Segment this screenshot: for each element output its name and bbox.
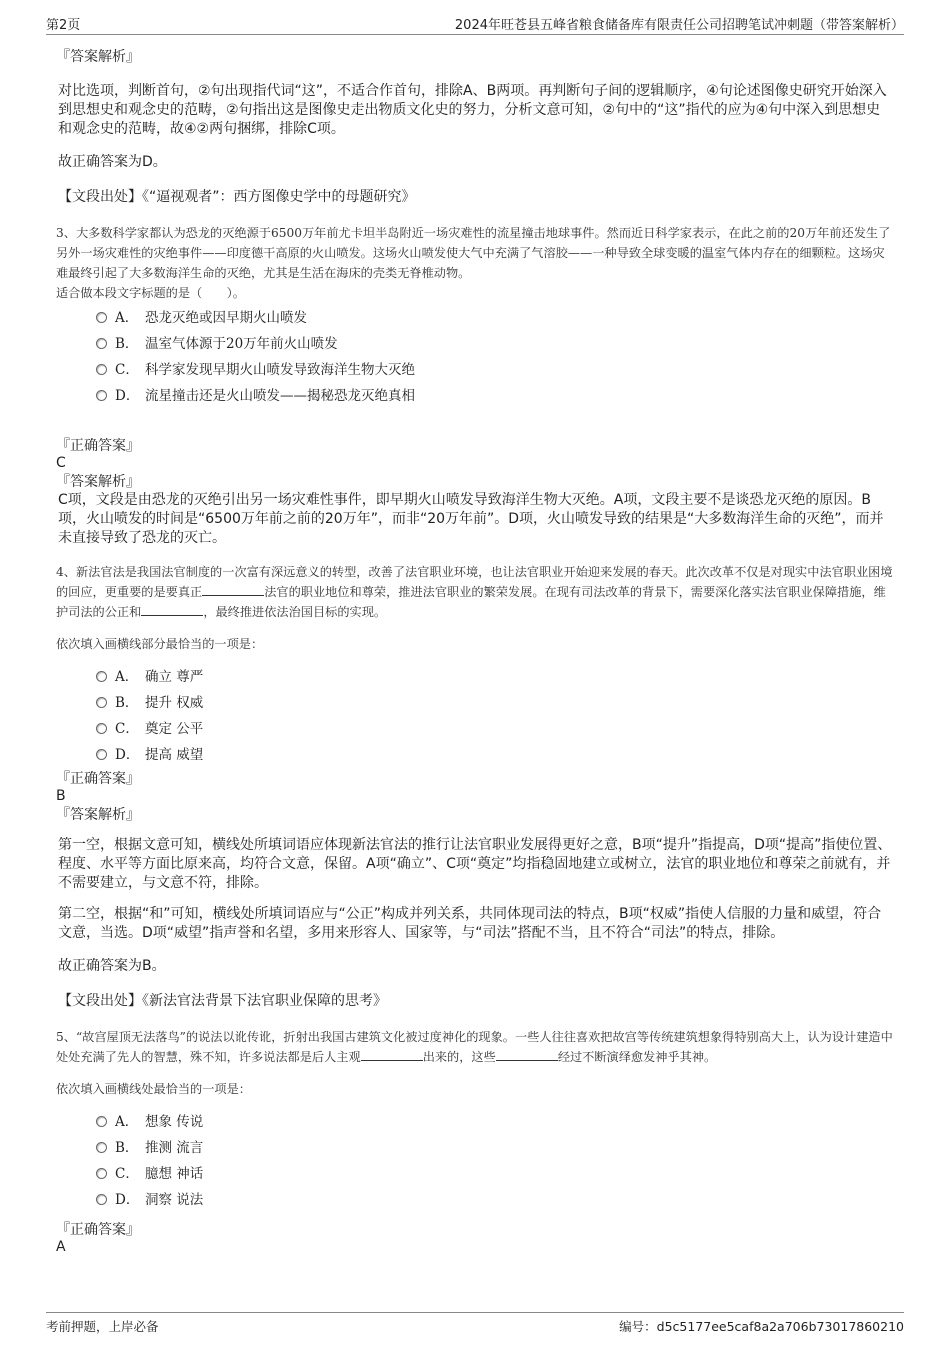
option-list [56, 1109, 894, 1213]
conclusion-text: 故正确答案为B。 [58, 958, 166, 974]
option-b[interactable]: B． 推测 流言 [96, 1135, 894, 1161]
question-prompt: 依次填入画横线处最恰当的一项是： [56, 1082, 251, 1096]
page-footer [46, 1312, 904, 1335]
analysis-text: C项，文段是由恐龙的灭绝引出另一场灾难性事件，即早期火山喷发导致海洋生物大灭绝。A项，文段主要不是谈恐龙灭绝的原因。B项，火山喷发的时间是“6500万年前之前的20万年”，而非“20万年前”。D项，火山喷发导致的结果是“大多数海洋生命的灭绝”，而并未直接导致了恐龙的灭亡。 [58, 492, 884, 546]
answer-label: 『正确答案』 [56, 1222, 140, 1238]
question-3 [56, 223, 894, 548]
option-a[interactable]: A． 确立 尊严 [96, 664, 894, 690]
question-stem: 3、大多数科学家都认为恐龙的灭绝源于6500万年前尤卡坦半岛附近一场灾难性的流星撞击地球事件。然而近日科学家表示，在此之前的20万年前还发生了另外一场灾难性的灾绝事件——印度德干高原的火山喷发。这场火山喷发使大气中充满了气溶胶——一种导致全球变暖的温室气体内存在的细颗粒。这场灾难最终引起了大多数海洋生命的灭绝，尤其是生活在海床的壳类无脊椎动物。 [56, 226, 891, 280]
radio-icon[interactable] [96, 364, 107, 375]
radio-icon[interactable] [96, 390, 107, 401]
analysis-text: 第一空，根据文意可知，横线处所填词语应体现新法官法的推行让法官职业发展得更好之意，B项“提升”指提高，D项“提高”指使位置、程度、水平等方面比原来高，均符合文意，保留。A项“确立”、C项“奠定”均指稳固地建立或树立，法官的职业地位和尊荣之前就有，并不需要建立，与文意不符，排除。 [58, 837, 892, 891]
source-text: 【文段出处】《新法官法背景下法官职业保障的思考》 [58, 993, 387, 1009]
option-d[interactable]: D． 提高 威望 [96, 742, 894, 768]
question-4 [56, 562, 894, 1011]
answer-value: B [56, 788, 66, 804]
option-d[interactable]: D． 洞察 说法 [96, 1187, 894, 1213]
answer-label: 『正确答案』 [56, 771, 140, 787]
radio-icon[interactable] [96, 723, 107, 734]
radio-icon[interactable] [96, 1194, 107, 1205]
option-d[interactable]: D． 流星撞击还是火山喷发——揭秘恐龙灭绝真相 [96, 383, 894, 409]
document-title: 2024年旺苍县五峰省粮食储备库有限责任公司招聘笔试冲刺题（带答案解析） [454, 18, 904, 33]
footer-slogan: 考前押题，上岸必备 [46, 1319, 159, 1334]
question-prompt: 适合做本段文字标题的是（ ）。 [56, 286, 245, 300]
option-list [56, 305, 894, 409]
source-text: 【文段出处】《“逼视观者”：西方图像史学中的母题研究》 [58, 189, 416, 205]
answer-value: A [56, 1239, 66, 1255]
analysis-label: 『答案解析』 [56, 474, 140, 490]
radio-icon[interactable] [96, 1168, 107, 1179]
analysis-label: 『答案解析』 [56, 807, 140, 823]
question-prompt: 依次填入画横线部分最恰当的一项是： [56, 637, 264, 651]
radio-icon[interactable] [96, 697, 107, 708]
fill-blank [496, 1049, 558, 1061]
option-a[interactable]: A． 想象 传说 [96, 1109, 894, 1135]
fill-blank [202, 584, 264, 596]
option-b[interactable]: B． 温室气体源于20万年前火山喷发 [96, 331, 894, 357]
radio-icon[interactable] [96, 749, 107, 760]
answer-value: C [56, 455, 66, 471]
analysis-text: 对比选项，判断首句，②句出现指代词“这”，不适合作首句，排除A、B两项。再判断句子间的逻辑顺序，④句论述图像史研究开始深入到思想史和观念史的范畴，②句指出这是图像史走出物质文化史的努力，分析文意可知，②句中的“这”指代的应为④句中深入到思想史和观念史的范畴，故④②两句捆绑，排除C项。 [58, 83, 887, 137]
question-5 [56, 1027, 894, 1255]
option-b[interactable]: B． 提升 权威 [96, 690, 894, 716]
analysis-label: 『答案解析』 [56, 49, 140, 65]
option-c[interactable]: C． 臆想 神话 [96, 1161, 894, 1187]
question-stem: 4、新法官法是我国法官制度的一次富有深远意义的转型，改善了法官职业环境，也让法官职业开始迎来发展的春天。此次改革不仅是对现实中法官职业困境的回应，更重要的是要真正 法官的职业地位和尊荣，推进法官职业的繁荣发展。在现有司法改革的背景下，需要深化落实法官职业保障措施，维护司法的公正和 ，最终推进依法治国目标的实现。 [56, 565, 893, 619]
page-number: 第2页 [46, 18, 81, 33]
answer-label: 『正确答案』 [56, 438, 140, 454]
option-a[interactable]: A． 恐龙灭绝或因早期火山喷发 [96, 305, 894, 331]
analysis-text: 第二空，根据“和”可知，横线处所填词语应与“公正”构成并列关系，共同体现司法的特点，B项“权威”指使人信服的力量和威望，符合文意，当选。D项“威望”指声誉和名望，多用来形容人、国家等，与“司法”搭配不当，且不符合“司法”的特点，排除。 [58, 906, 882, 941]
radio-icon[interactable] [96, 671, 107, 682]
conclusion-text: 故正确答案为D。 [58, 154, 167, 170]
fill-blank [361, 1049, 423, 1061]
page-header [46, 12, 904, 35]
document-body [56, 42, 894, 1255]
radio-icon[interactable] [96, 338, 107, 349]
radio-icon[interactable] [96, 1116, 107, 1127]
fill-blank [141, 604, 203, 616]
option-list [56, 664, 894, 768]
document-id: 编号：d5c5177ee5caf8a2a706b73017860210 [619, 1319, 904, 1334]
radio-icon[interactable] [96, 1142, 107, 1153]
option-c[interactable]: C． 科学家发现早期火山喷发导致海洋生物大灭绝 [96, 357, 894, 383]
question-stem: 5、“故宫屋顶无法落鸟”的说法以讹传讹，折射出我国古建筑文化被过度神化的现象。一些人往往喜欢把故宫等传统建筑想象得特别高大上，认为设计建造中处处充满了先人的智慧，殊不知，许多说法都是后人主观 出来的，这些 经过不断演绎愈发神乎其神。 [56, 1030, 893, 1064]
radio-icon[interactable] [96, 312, 107, 323]
option-c[interactable]: C． 奠定 公平 [96, 716, 894, 742]
